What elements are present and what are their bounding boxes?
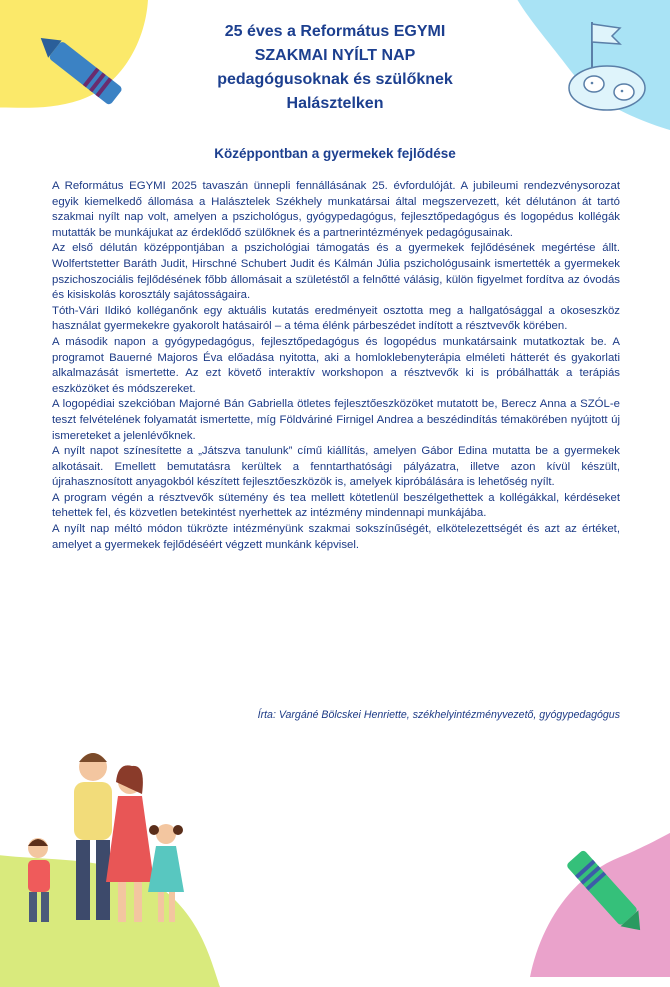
author-credit: Írta: Vargáné Bölcskei Henriette, székhelyintézményvezető, gyógypedagógus (257, 709, 620, 721)
article-subtitle: Középpontban a gyermekek fejlődése (214, 146, 456, 161)
title-line-1: 25 éves a Református EGYMI (224, 23, 446, 40)
paragraph: A nyílt nap méltó módon tükrözte intézményünk szakmai sokszínűségét, elkötelezettségét és azt az értéket, amelyet a gyermekek fejlődéséért végzett munkánk képvisel. (52, 523, 620, 551)
title-line-4: Halásztelken (286, 95, 384, 112)
paragraph: Az első délután középpontjában a pszichológiai támogatás és a gyermekek fejlődésének megértése állt. Wolfertstetter Baráth Judit, Hirschné Schubert Judit és Kálmán Júlia pszichológusaink ismertették a gyermekek pszichoszociális fejlődésének főbb állomásait a születéstől a felnőtté válásig, külön figyelmet fordítva az óvodás és kisiskolás korosztály sajátosságaira. (52, 242, 620, 302)
document-title (150, 20, 520, 116)
paragraph: A Református EGYMI 2025 tavaszán ünnepli fennállásának 25. évfordulóját. A jubileumi rendezvénysorozat egyik kiemelkedő állomása a Halásztelek Székhely munkatársai által megszervezett, két délutánon át tartó szakmai nyílt nap volt, amelyen a pszichológus, gyógypedagógus, fejlesztőpedagógus és logopédus kollégák mutatták be munkájukat az érdeklődő szülőknek és a partnerintézmények pedagógusainak. (52, 180, 620, 239)
title-line-3: pedagógusoknak és szülőknek (217, 71, 453, 88)
family-illustration (8, 742, 208, 932)
paragraph: A program végén a résztvevők sütemény és tea mellett kötetlenül beszélgethettek a kollégákkal, kérdéseket tehettek fel, és közvetlen betekintést nyerhettek az intézmény mindennapi munkájába. (52, 491, 620, 520)
paragraph: A második napon a gyógypedagógus, fejlesztőpedagógus és logopédus munkatársaink mutatkoztak be. A programot Bauerné Majoros Éva előadása nyitotta, aki a homloklebenyterápia elméleti hátterét és gyakorlati alkalmazását ismertette. Az ezt követő interaktív workshopon a résztvevők ki is próbálhatták a terápiás eszközöket és módszereket. (52, 335, 620, 395)
blue-crayon-illustration (38, 30, 138, 120)
paragraph: Tóth-Vári Ildikó kolléganőnk egy aktuális kutatás eredményeit osztotta meg a hallgatósággal a okoseszköz használat gyermekekre gyakorolt hatásairól – a téma élénk párbeszédet indított a résztvevők körében. (52, 304, 620, 333)
sheep-flag-illustration (562, 14, 662, 114)
title-line-2: SZAKMAI NYÍLT NAP (254, 47, 416, 64)
article-body (52, 179, 620, 553)
paragraph: A nyílt napot színesítette a „Játszva tanulunk” című kiállítás, amelyen Gábor Edina mutatta be a gyermekek alkotásait. Emellett bemutatásra kerültek a fenntarthatósági pályázatra, illetve azon kívül készült, újrahasznosított anyagokból készített fejlesztőeszközök is, amelyek kipróbálására is lehetőség nyílt. (52, 445, 620, 489)
green-crayon-illustration (554, 840, 654, 940)
paragraph: A logopédiai szekcióban Majorné Bán Gabriella ötletes fejlesztőeszközöket mutatott be, Berecz Anna a SZÓL-e teszt felvételének folyamatát ismertette, míg Földváriné Firnigel Andrea a beszédindítás témakörében nyújtott új ismereteket a jelenlévőknek. (52, 398, 620, 442)
